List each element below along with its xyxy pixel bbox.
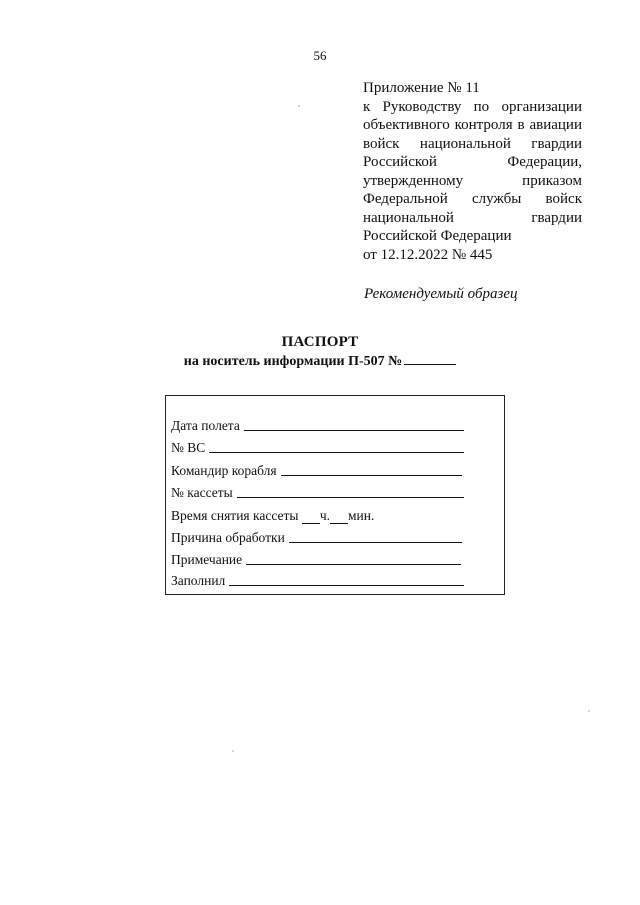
appendix-line: к Руководству по организации [363,98,582,115]
filled-by-label: Заполнил [171,573,226,588]
commander-label: Командир корабля [171,463,277,478]
recommended-sample-label: Рекомендуемый образец [364,286,518,302]
form-row-aircraft [171,438,464,456]
appendix-line: национальной гвардии [363,209,582,226]
filled-by-field[interactable] [229,584,464,586]
scan-speck [232,750,234,752]
passport-number-blank[interactable] [404,352,456,365]
appendix-line: войск национальной гвардии [363,135,582,152]
page-number: 56 [313,48,327,63]
note-field[interactable] [246,563,461,565]
appendix-header [363,79,582,264]
passport-subtitle [0,352,640,370]
passport-title: ПАСПОРТ [281,334,359,350]
flight-date-label: Дата полета [171,418,240,433]
minutes-abbr: мин. [348,508,375,523]
passport-subtitle-text: на носитель информации П-507 № [183,354,403,369]
appendix-title: Приложение № 11 [363,80,480,96]
appendix-line: объективного контроля в авиации [363,117,582,133]
scan-speck [588,710,590,712]
form-row-removal-time [171,506,464,524]
processing-reason-label: Причина обработки [171,530,285,545]
appendix-line: Российской Федерации, [363,154,582,170]
cassette-number-label: № кассеты [171,485,233,500]
hours-abbr: ч. [319,508,331,523]
processing-reason-field[interactable] [289,541,462,543]
flight-date-field[interactable] [244,429,464,431]
commander-field[interactable] [281,474,462,476]
form-row-processing-reason [171,528,462,546]
hours-field[interactable] [302,511,320,524]
form-row-cassette [171,483,464,501]
form-row-filled-by [171,571,464,589]
appendix-order-date: от 12.12.2022 № 445 [363,246,493,263]
appendix-line: Федеральной службы войск [363,191,582,207]
scan-speck [298,105,300,107]
cassette-number-field[interactable] [237,496,464,498]
appendix-line: утвержденному приказом [363,172,582,189]
aircraft-number-field[interactable] [209,451,464,453]
aircraft-number-label: № ВС [171,440,206,455]
minutes-field[interactable] [330,511,348,524]
removal-time-label: Время снятия кассеты [171,508,299,523]
appendix-line: Российской Федерации [363,228,512,244]
form-row-flight-date [171,416,464,434]
form-row-note [171,550,461,568]
note-label: Примечание [171,552,243,567]
passport-form-box [165,395,505,595]
form-row-commander [171,461,462,479]
